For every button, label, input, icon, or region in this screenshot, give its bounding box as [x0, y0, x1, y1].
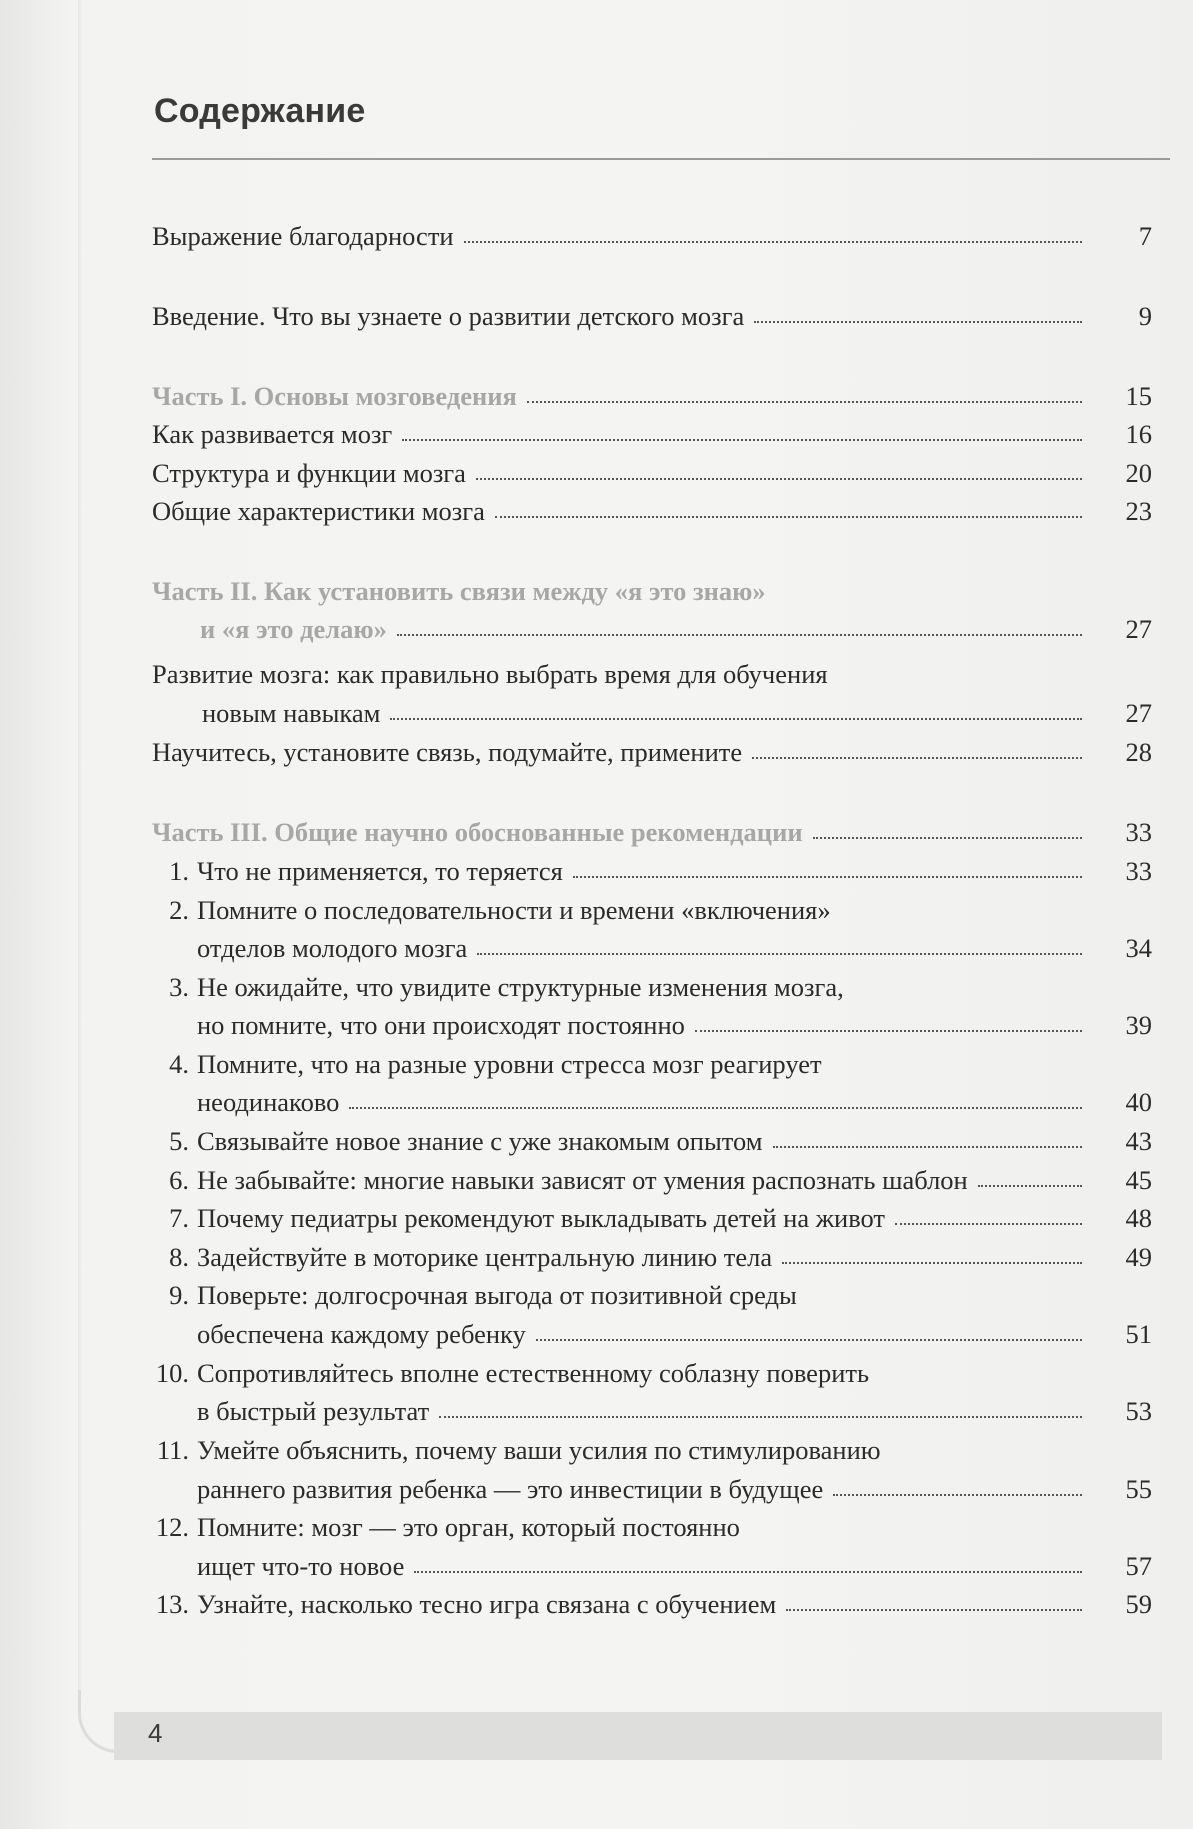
- dot-leader: [414, 1571, 1082, 1573]
- toc-page-number: 15: [1125, 381, 1152, 411]
- toc-entry: [152, 1084, 1152, 1120]
- toc-entry: [152, 1432, 1152, 1468]
- toc-entry-number: 12.: [155, 1512, 189, 1542]
- dot-leader: [349, 1107, 1082, 1109]
- toc-entry-number: 1.: [169, 856, 189, 886]
- toc-entry: [152, 298, 1152, 334]
- dot-leader: [773, 1146, 1082, 1148]
- dot-leader: [477, 953, 1082, 955]
- toc-entry-title: неодинаково: [197, 1087, 340, 1117]
- toc-entry-number: 6.: [169, 1165, 189, 1195]
- dot-leader: [390, 718, 1082, 720]
- toc-page-number: 23: [1125, 496, 1152, 526]
- toc-page-number: 20: [1125, 458, 1152, 488]
- toc-page-number: 43: [1125, 1126, 1152, 1156]
- toc-entry-number: 4.: [169, 1049, 189, 1079]
- toc-page-number: 28: [1125, 737, 1152, 767]
- toc-entry-title: Сопротивляйтесь вполне естественному соблазну поверить: [197, 1358, 870, 1388]
- toc-page-number: 51: [1125, 1319, 1152, 1349]
- toc-entry-title: Общие характеристики мозга: [152, 496, 485, 526]
- toc-entry: [152, 493, 1152, 529]
- toc-page-number: 45: [1125, 1165, 1152, 1195]
- toc-entry-number: 5.: [169, 1126, 189, 1156]
- dot-leader: [527, 401, 1082, 403]
- toc-entry: [152, 1162, 1152, 1198]
- footer-band: [114, 1712, 1162, 1760]
- toc-entry-title: Структура и функции мозга: [152, 458, 466, 488]
- dot-leader: [476, 478, 1082, 480]
- toc-entry: [152, 853, 1152, 889]
- toc-entry-number: 2.: [169, 895, 189, 925]
- toc-page-number: 27: [1125, 614, 1152, 644]
- toc-entry-number: 13.: [155, 1589, 189, 1619]
- dot-leader: [895, 1223, 1082, 1225]
- toc-page-number: 9: [1138, 301, 1152, 331]
- toc-page-number: 16: [1125, 419, 1152, 449]
- dot-leader: [695, 1030, 1082, 1032]
- dot-leader: [402, 439, 1082, 441]
- page-number: 4: [148, 1718, 163, 1748]
- toc-page-number: 57: [1125, 1551, 1152, 1581]
- toc-entry: [152, 1123, 1152, 1159]
- toc-entry: [152, 1355, 1152, 1391]
- toc-entry: [152, 1007, 1152, 1043]
- toc-part-heading: [152, 814, 1152, 850]
- dot-leader: [978, 1185, 1082, 1187]
- toc-part-heading: [152, 611, 1152, 647]
- toc-entry-title: Почему педиатры рекомендуют выкладывать детей на живот: [197, 1203, 886, 1233]
- toc-entry: [152, 1548, 1152, 1584]
- toc-entry-title: Задействуйте в моторике центральную линию тела: [197, 1242, 773, 1272]
- toc-entry-title: но помните, что они происходят постоянно: [197, 1010, 685, 1040]
- toc-page-number: 40: [1125, 1087, 1152, 1117]
- toc-entry: [152, 1316, 1152, 1352]
- toc-page-number: 7: [1138, 221, 1152, 251]
- toc-entry-title: Помните: мозг — это орган, который постоянно: [197, 1512, 740, 1542]
- toc-page-number: 49: [1125, 1242, 1152, 1272]
- toc-entry: [152, 218, 1152, 254]
- toc-entry-title: Как развивается мозг: [152, 419, 393, 449]
- toc-page-number: 39: [1125, 1010, 1152, 1040]
- toc-entry-title: Введение. Что вы узнаете о развитии детского мозга: [152, 301, 745, 331]
- toc-entry-title: раннего развития ребенка — это инвестиции в будущее: [197, 1474, 824, 1504]
- toc-entry-title: Узнайте, насколько тесно игра связана с обучением: [197, 1589, 777, 1619]
- toc-entry: [152, 969, 1152, 1005]
- toc-entry: [152, 1277, 1152, 1313]
- toc-entry: [152, 1393, 1152, 1429]
- dot-leader: [573, 876, 1082, 878]
- toc-entry-number: 9.: [169, 1280, 189, 1310]
- toc-entry-title: новым навыкам: [202, 698, 381, 728]
- toc-page-number: 27: [1125, 698, 1152, 728]
- toc-entry-title: Развитие мозга: как правильно выбрать время для обучения: [152, 659, 828, 689]
- toc-entry-title: обеспечена каждому ребенку: [197, 1319, 526, 1349]
- dot-leader: [397, 634, 1082, 636]
- toc-entry: [152, 1239, 1152, 1275]
- dot-leader: [833, 1494, 1082, 1496]
- toc-entry-number: 8.: [169, 1242, 189, 1272]
- toc-entry-title: в быстрый результат: [197, 1396, 430, 1426]
- toc-entry: [152, 892, 1152, 928]
- toc-entry-title: Выражение благодарности: [152, 221, 454, 251]
- dot-leader: [752, 757, 1082, 759]
- dot-leader: [786, 1609, 1082, 1611]
- dot-leader: [495, 516, 1082, 518]
- toc-entry-title: Часть III. Общие научно обоснованные рекомендации: [152, 817, 803, 847]
- toc-entry-title: Помните, что на разные уровни стресса мозг реагирует: [197, 1049, 822, 1079]
- toc-entry: [152, 1200, 1152, 1236]
- toc-page-number: 33: [1125, 856, 1152, 886]
- toc-page-number: 48: [1125, 1203, 1152, 1233]
- toc-entry-title: Часть I. Основы мозговедения: [152, 381, 517, 411]
- toc-entry-title: Что не применяется, то теряется: [197, 856, 563, 886]
- toc-entry: [152, 656, 1152, 692]
- toc-entry-title: ищет что-то новое: [197, 1551, 405, 1581]
- dot-leader: [536, 1339, 1082, 1341]
- toc-page-number: 55: [1125, 1474, 1152, 1504]
- toc-entry: [152, 1471, 1152, 1507]
- toc-entry-title: Не ожидайте, что увидите структурные изменения мозга,: [197, 972, 844, 1002]
- dot-leader: [782, 1262, 1082, 1264]
- toc-entry-title: Научитесь, установите связь, подумайте, примените: [152, 737, 743, 767]
- toc-entry-title: Помните о последовательности и времени «включения»: [197, 895, 831, 925]
- toc-page-number: 59: [1125, 1589, 1152, 1619]
- toc-entry-number: 10.: [155, 1358, 189, 1388]
- dot-leader: [439, 1416, 1082, 1418]
- toc-entry-title: Часть II. Как установить связи между «я это знаю»: [152, 576, 766, 606]
- toc-entry-title: отделов молодого мозга: [197, 933, 468, 963]
- toc-entry-number: 11.: [156, 1435, 189, 1465]
- dot-leader: [754, 321, 1082, 323]
- toc-entry: [152, 455, 1152, 491]
- toc-part-heading: [152, 573, 1152, 609]
- toc-page-number: 34: [1125, 933, 1152, 963]
- toc-part-heading: [152, 378, 1152, 414]
- toc-page-number: 33: [1125, 817, 1152, 847]
- toc-entry: [152, 1586, 1152, 1622]
- toc-entry-title: Не забывайте: многие навыки зависят от умения распознать шаблон: [197, 1165, 968, 1195]
- toc-entry-title: Поверьте: долгосрочная выгода от позитивной среды: [197, 1280, 797, 1310]
- toc-entry: [152, 1046, 1152, 1082]
- toc-page-number: 53: [1125, 1396, 1152, 1426]
- dot-leader: [464, 241, 1082, 243]
- page-gutter-shadow: [78, 0, 82, 1700]
- dot-leader: [813, 837, 1082, 839]
- page-title: Содержание: [154, 92, 366, 130]
- toc-entry: [152, 1509, 1152, 1545]
- toc-entry-title: и «я это делаю»: [200, 614, 387, 644]
- toc-entry: [152, 734, 1152, 770]
- toc-entry-number: 3.: [169, 972, 189, 1002]
- toc-entry-title: Умейте объяснить, почему ваши усилия по стимулированию: [197, 1435, 881, 1465]
- toc-entry-title: Связывайте новое знание с уже знакомым опытом: [197, 1126, 763, 1156]
- toc-entry: [152, 695, 1152, 731]
- title-divider: [152, 158, 1170, 160]
- toc-entry-number: 7.: [169, 1203, 189, 1233]
- toc-entry: [152, 416, 1152, 452]
- toc-entry: [152, 930, 1152, 966]
